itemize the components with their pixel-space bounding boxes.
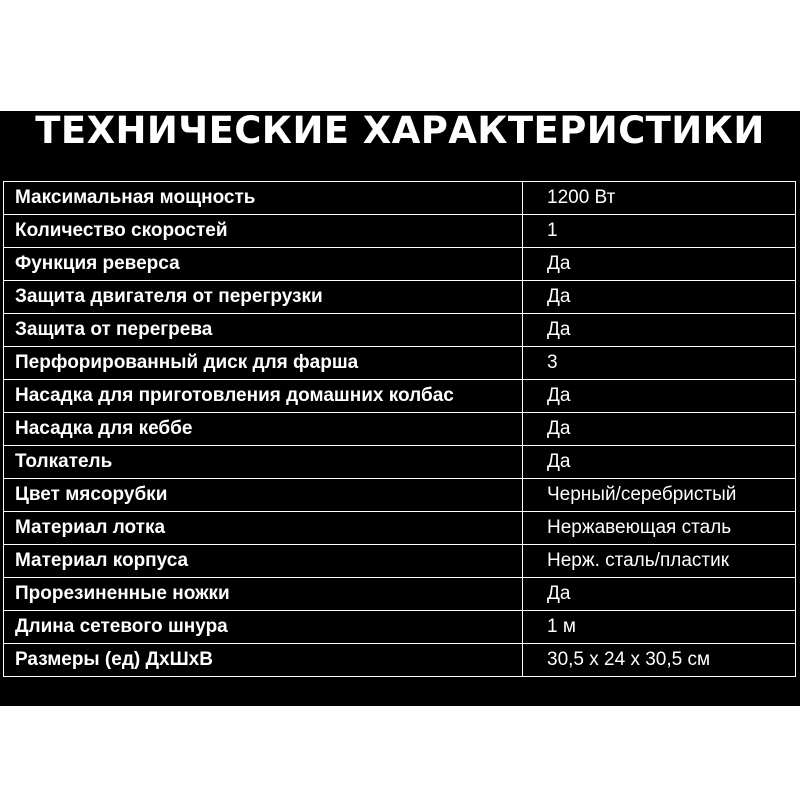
- spec-name-cell: Насадка для приготовления домашних колбас: [4, 380, 523, 413]
- spec-table-body: [4, 182, 796, 677]
- table-row: [4, 479, 796, 512]
- spec-name-cell: Защита от перегрева: [4, 314, 523, 347]
- spec-name-cell: Насадка для кеббе: [4, 413, 523, 446]
- table-row: [4, 248, 796, 281]
- spec-table: [3, 181, 796, 677]
- spec-name-cell: Максимальная мощность: [4, 182, 523, 215]
- spec-value-cell: Да: [523, 413, 796, 446]
- spec-name-cell: Функция реверса: [4, 248, 523, 281]
- table-row: [4, 281, 796, 314]
- spec-value-cell: Да: [523, 248, 796, 281]
- spec-value-cell: Да: [523, 446, 796, 479]
- table-row: [4, 611, 796, 644]
- table-row: [4, 182, 796, 215]
- spec-value-cell: Да: [523, 281, 796, 314]
- table-row: [4, 512, 796, 545]
- spec-name-cell: Материал лотка: [4, 512, 523, 545]
- spec-value-cell: Да: [523, 314, 796, 347]
- spec-value-cell: Да: [523, 380, 796, 413]
- table-row: [4, 215, 796, 248]
- spec-value-cell: 3: [523, 347, 796, 380]
- spec-name-cell: Длина сетевого шнура: [4, 611, 523, 644]
- table-row: [4, 644, 796, 677]
- spec-name-cell: Цвет мясорубки: [4, 479, 523, 512]
- spec-value-cell: Черный/серебристый: [523, 479, 796, 512]
- spec-name-cell: Прорезиненные ножки: [4, 578, 523, 611]
- spec-name-cell: Количество скоростей: [4, 215, 523, 248]
- table-row: [4, 578, 796, 611]
- page-title: ТЕХНИЧЕСКИЕ ХАРАКТЕРИСТИКИ: [35, 109, 765, 152]
- spec-value-cell: Нержавеющая сталь: [523, 512, 796, 545]
- spec-name-cell: Материал корпуса: [4, 545, 523, 578]
- table-row: [4, 545, 796, 578]
- spec-value-cell: 1200 Вт: [523, 182, 796, 215]
- table-row: [4, 314, 796, 347]
- spec-name-cell: Толкатель: [4, 446, 523, 479]
- spec-value-cell: 1 м: [523, 611, 796, 644]
- spec-value-cell: 30,5 x 24 x 30,5 см: [523, 644, 796, 677]
- table-row: [4, 446, 796, 479]
- table-row: [4, 413, 796, 446]
- table-row: [4, 380, 796, 413]
- spec-panel: [0, 111, 800, 706]
- spec-value-cell: Да: [523, 578, 796, 611]
- spec-value-cell: Нерж. сталь/пластик: [523, 545, 796, 578]
- spec-value-cell: 1: [523, 215, 796, 248]
- spec-name-cell: Перфорированный диск для фарша: [4, 347, 523, 380]
- table-row: [4, 347, 796, 380]
- spec-name-cell: Размеры (ед) ДхШхВ: [4, 644, 523, 677]
- spec-name-cell: Защита двигателя от перегрузки: [4, 281, 523, 314]
